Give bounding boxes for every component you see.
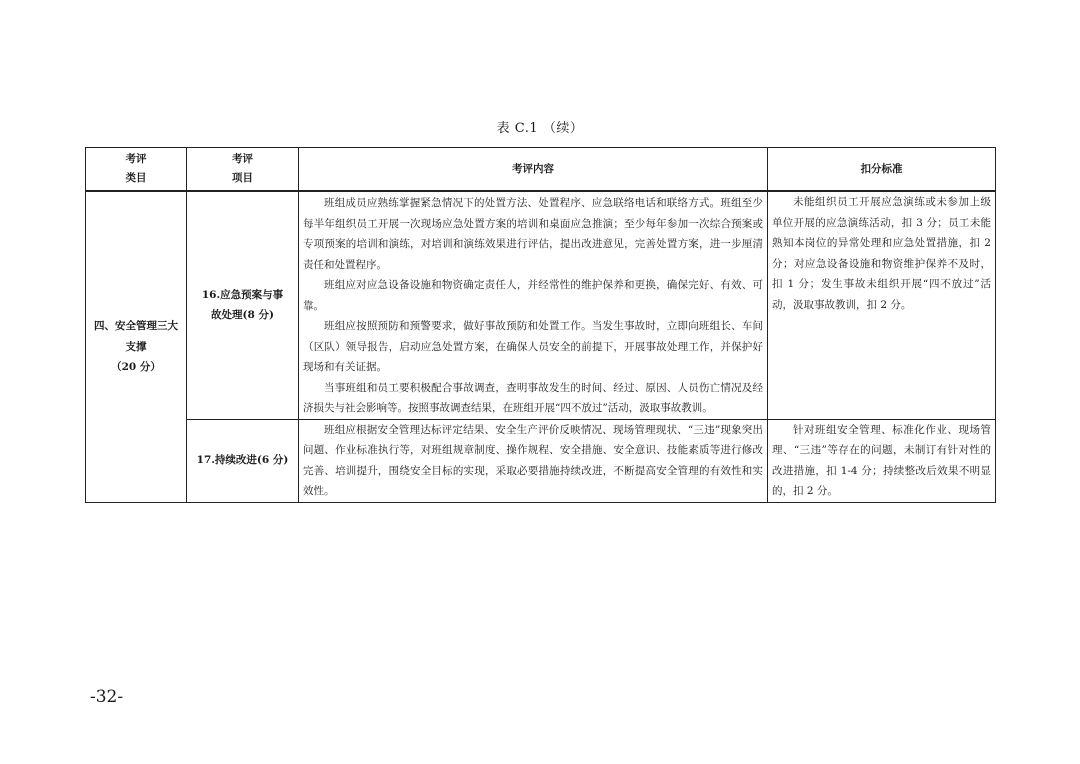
header-item: 考评 项目 xyxy=(187,148,299,192)
header-category: 考评 类目 xyxy=(86,148,187,192)
deduction-text: 未能组织员工开展应急演练或未参加上级单位开展的应急演练活动，扣 3 分；员工未能熟知本岗位的异常处理和应急处置措施，扣 2 分；对应急设备设施和物资维护保养不及时，扣 1 分；发生事故未组织开展“四不放过”活动，汲取事故教训，扣 2 分。 xyxy=(772,196,991,311)
table-row xyxy=(86,419,996,502)
content-cell xyxy=(299,419,768,502)
content-paragraph: 当事班组和员工要积极配合事故调查，查明事故发生的时间、经过、原因、人员伤亡情况及经济损失与社会影响等。按照事故调查结果，在班组开展“四不放过”活动，汲取事故教训。 xyxy=(303,381,763,414)
table-caption: 表 C.1 （续） xyxy=(496,121,584,136)
page-number: -32- xyxy=(90,687,124,707)
deduction-cell xyxy=(768,191,996,419)
category-cell: 四、安全管理三大 支撑 （20 分） xyxy=(86,191,187,502)
content-paragraph: 班组应按照预防和预警要求，做好事故预防和处置工作。当发生事故时，立即向班组长、车间（区队）领导报告，启动应急处置方案，在确保人员安全的前提下，开展事故处理工作，并保护好现场和有关证据。 xyxy=(303,320,763,373)
item-cell: 16.应急预案与事 故处理(8 分) xyxy=(187,191,299,419)
table-row xyxy=(86,191,996,419)
content-paragraph: 班组应根据安全管理达标评定结果、安全生产评价反映情况、现场管理现状、“三违”现象突出问题、作业标准执行等，对班组规章制度、操作规程、安全措施、安全意识、技能素质等进行修改完善、培训提升，围绕安全目标的实现，采取必要措施持续改进，不断提高安全管理的有效性和实效性。 xyxy=(303,423,763,497)
header-content: 考评内容 xyxy=(299,148,768,192)
content-cell xyxy=(299,191,768,419)
table-header-row xyxy=(86,148,996,192)
header-deduction: 扣分标准 xyxy=(768,148,996,192)
evaluation-table xyxy=(85,147,996,503)
deduction-cell xyxy=(768,419,996,502)
content-paragraph: 班组成员应熟练掌握紧急情况下的处置方法、处置程序、应急联络电话和联络方式。班组至少每半年组织员工开展一次现场应急处置方案的培训和桌面应急推演；至少每年参加一次综合预案或专项预案的培训和演练，对培训和演练效果进行评估，提出改进意见，完善处置方案，进一步厘清责任和处置程序。 xyxy=(303,197,763,271)
deduction-text: 针对班组安全管理、标准化作业、现场管理、“三违”等存在的问题，未制订有针对性的改进措施，扣 1-4 分；持续整改后效果不明显的，扣 2 分。 xyxy=(772,423,991,497)
content-paragraph: 班组应对应急设备设施和物资确定责任人，并经常性的维护保养和更换，确保完好、有效、可靠。 xyxy=(303,279,763,312)
item-cell: 17.持续改进(6 分) xyxy=(187,419,299,502)
